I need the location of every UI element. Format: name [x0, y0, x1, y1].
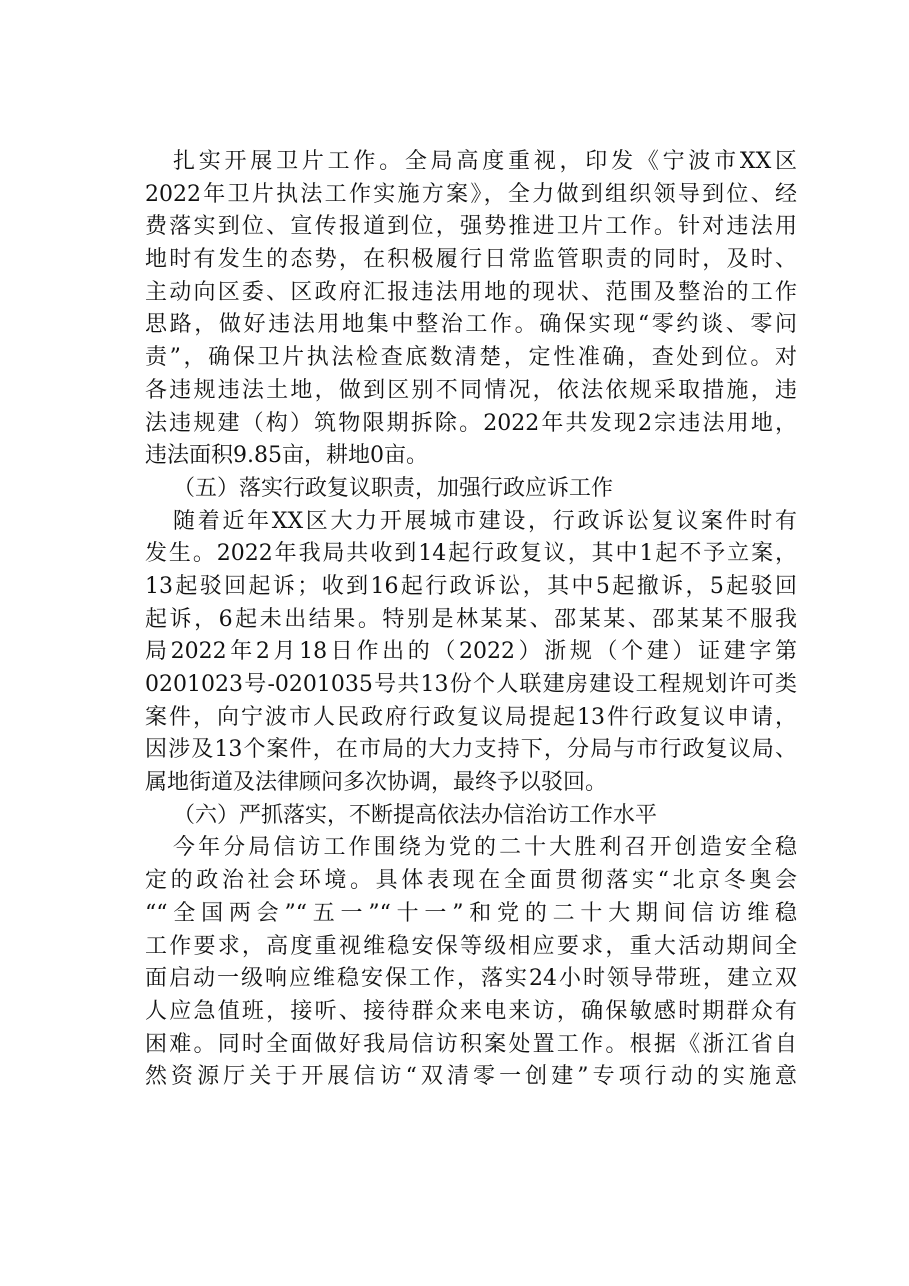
paragraph-line: 费落实到位、宣传报道到位，强势推进卫片工作。针对违法用: [145, 214, 797, 240]
paragraph-line: 13起驳回起诉；收到16起行政诉讼，其中5起撤诉，5起驳回: [145, 573, 797, 599]
paragraph-line: ““全国两会”“五一”“十一”和党的二十大期间信访维稳: [145, 900, 797, 926]
paragraph-line: 人应急值班，接听、接待群众来电来访，确保敏感时期群众有: [145, 998, 797, 1024]
section-heading: （五）落实行政复议职责，加强行政应诉工作: [173, 475, 614, 501]
paragraph-line: 法违规建（构）筑物限期拆除。2022年共发现2宗违法用地，: [145, 410, 797, 436]
paragraph-line: 今年分局信访工作围绕为党的二十大胜利召开创造安全稳: [173, 835, 797, 861]
paragraph-line: 思路，做好违法用地集中整治工作。确保实现“零约谈、零问: [145, 312, 797, 338]
paragraph-line: 面启动一级响应维稳安保工作，落实24小时领导带班，建立双: [145, 966, 797, 992]
paragraph-line: 属地街道及法律顾问多次协调，最终予以驳回。: [145, 770, 608, 796]
paragraph-line: 起诉，6起未出结果。特别是林某某、邵某某、邵某某不服我: [145, 606, 797, 632]
paragraph-line: 因涉及13个案件，在市局的大力支持下，分局与市行政复议局、: [145, 737, 797, 763]
document-body: [145, 146, 797, 1094]
paragraph-line: 0201023号-0201035号共13份个人联建房建设工程规划许可类: [145, 672, 797, 697]
paragraph-line: 随着近年XX区大力开展城市建设，行政诉讼复议案件时有: [173, 508, 797, 534]
paragraph-line: 扎实开展卫片工作。全局高度重视，印发《宁波市XX区: [173, 149, 797, 174]
paragraph-line: 地时有发生的态势，在积极履行日常监管职责的同时，及时、: [145, 247, 797, 273]
paragraph-line: 2022年卫片执法工作实施方案》，全力做到组织领导到位、经: [145, 181, 797, 207]
paragraph-line: 困难。同时全面做好我局信访积案处置工作。根据《浙江省自: [145, 1031, 797, 1057]
paragraph-line: 主动向区委、区政府汇报违法用地的现状、范围及整治的工作: [145, 279, 797, 305]
section-heading: （六）严抓落实，不断提高依法办信治访工作水平: [173, 802, 658, 828]
paragraph-line: 然资源厅关于开展信访“双清零一创建”专项行动的实施意: [145, 1064, 797, 1090]
paragraph-line: 局2022年2月18日作出的（2022）浙规（个建）证建字第: [145, 639, 797, 665]
paragraph-line: 违法面积9.85亩，耕地0亩。: [145, 443, 428, 469]
paragraph-line: 案件，向宁波市人民政府行政复议局提起13件行政复议申请，: [145, 704, 797, 730]
paragraph-line: 责”，确保卫片执法检查底数清楚，定性准确，查处到位。对: [145, 345, 797, 371]
paragraph-line: 各违规违法土地，做到区别不同情况，依法依规采取措施，违: [145, 377, 797, 403]
paragraph-line: 发生。2022年我局共收到14起行政复议，其中1起不予立案，: [145, 541, 797, 567]
paragraph-line: 定的政治社会环境。具体表现在全面贯彻落实“北京冬奥会: [145, 868, 797, 894]
paragraph-line: 工作要求，高度重视维稳安保等级相应要求，重大活动期间全: [145, 933, 797, 959]
